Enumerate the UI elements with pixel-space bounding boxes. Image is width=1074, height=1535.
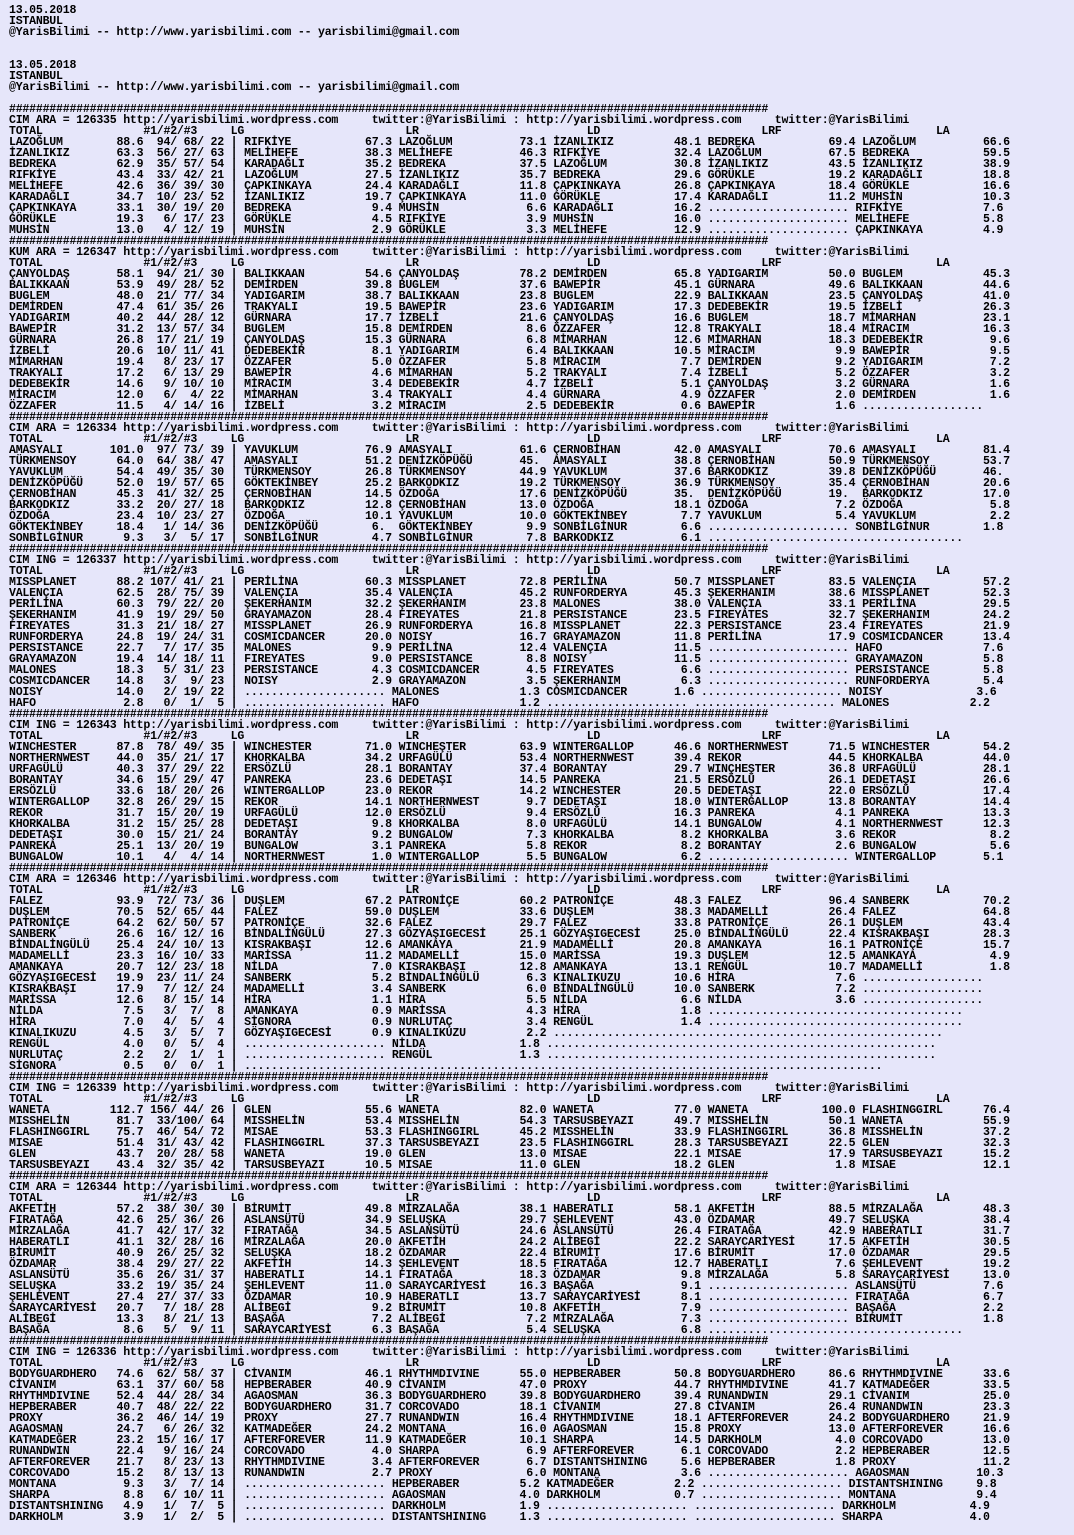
table-row: MISAE 51.4 31/ 43/ 42 | FLASHINGGIRL 37.3 TARSUSBEYAZI 23.5 FLASHINGGIRL 28.3 TARSUSBEYAZI 22.5 GLEN 32.3 <box>9 1137 1010 1150</box>
table-row: WANETA 112.7 156/ 44/ 26 | GLEN 55.6 WANETA 82.0 WANETA 77.0 WANETA 100.0 FLASHINGGIRL 76.4 <box>9 1104 1010 1117</box>
column-header: TOTAL #1/#2/#3 LG LR LD LRF LA <box>9 1093 950 1106</box>
table-row: WINTERGALLOP 32.8 26/ 29/ 15 | REKOR 14.1 NORTHERNWEST 9.7 DEDETAŞI 18.0 WINTERGALLOP 13.8 BORANTAY 14.4 <box>9 796 1010 809</box>
table-row: RIFKİYE 43.4 33/ 42/ 21 | LAZOĞLUM 27.5 İZANLIKIZ 35.7 BEDREKA 29.6 GÖRÜKLE 19.2 KARADAĞLI 18.8 <box>9 169 1010 182</box>
table-row: NOISY 14.0 2/ 19/ 22 | ..................... MALONES 1.3 COSMICDANCER 1.6 ..................... NOISY 3.6 <box>9 686 997 699</box>
table-row: TARSUSBEYAZI 43.4 32/ 35/ 42 | TARSUSBEYAZI 10.5 MISAE 11.0 GLEN 18.2 GLEN 1.8 MISAE 12.1 <box>9 1159 1010 1172</box>
table-row: SİGNORA 0.5 0/ 0/ 1 | ............................................................................................... <box>9 1060 883 1073</box>
table-row: GÖZYAŞIGECESİ 19.9 23/ 11/ 24 | SANBERK 5.2 BİNDALİNGÜLÜ 6.3 KINALIKUZU 10.6 HİRA 7.6 .................. <box>9 972 984 985</box>
table-row: TÜRKMENSOY 64.0 64/ 38/ 47 | AMASYALI 51.2 DENİZKÖPÜĞÜ 45. AMASYALI 38.8 ÇERNOBİHAN 50.9 TÜRKMENSOY 53.7 <box>9 455 1010 468</box>
table-row: AMANKAYA 20.7 12/ 23/ 18 | NİLDA 7.0 KISRAKBAŞI 12.8 AMANKAYA 13.1 RENGÜL 10.7 MADAMELLİ 1.8 <box>9 961 1010 974</box>
race-header: CIM ING = 126339 http://yarisbilimi.wordpress.com twitter:@YarisBilimi : http://yarisbilimi.wordpress.com twitter:@YarisBilimi <box>9 1082 910 1095</box>
table-row: FIREYATES 31.3 21/ 18/ 27 | MISSPLANET 26.9 RUNFORDERYA 16.8 MISSPLANET 22.3 PERSISTANCE 23.4 FIREYATES 21.9 <box>9 620 1010 633</box>
section-divider: ################################################################################################################# <box>9 862 769 875</box>
section-divider: ################################################################################################################# <box>9 543 769 556</box>
table-row: KISRAKBAŞI 17.9 7/ 12/ 24 | MADAMELLİ 3.4 SANBERK 6.0 BİNDALİNGÜLÜ 10.0 SANBERK 7.2 .................. <box>9 983 984 996</box>
table-row: COSMICDANCER 14.8 3/ 9/ 23 | NOISY 2.9 GRAYAMAZON 3.5 ŞEKERHANIM 6.3 ..................... RUNFORDERYA 5.4 <box>9 675 1004 688</box>
table-row: DENİZKÖPÜĞÜ 52.0 19/ 57/ 65 | GÖKTEKİNBEY 25.2 BARKODKIZ 19.2 TÜRKMENSOY 36.9 TÜRKMENSOY 35.4 ÇERNOBİHAN 20.6 <box>9 477 1010 490</box>
table-row: SHARPA 8.8 6/ 10/ 11 | ..................... AGAOSMAN 4.0 DARKHOLM 0.7 ..................... MONTANA 9.4 <box>9 1489 997 1502</box>
table-row: AFTERFOREVER 21.7 8/ 23/ 13 | RHYTHMDIVINE 3.4 AFTERFOREVER 6.7 DISTANTSHINING 5.6 HEPBERABER 1.8 PROXY 11.2 <box>9 1456 1010 1469</box>
column-header: TOTAL #1/#2/#3 LG LR LD LRF LA <box>9 433 950 446</box>
section-divider: ################################################################################################################# <box>9 235 769 248</box>
table-row: GÖRÜKLE 19.3 6/ 17/ 23 | GÖRÜKLE 4.5 RIFKİYE 3.9 MUHSİN 16.0 ..................... MELİHEFE 5.8 <box>9 213 1004 226</box>
table-row: NİLDA 7.5 3/ 7/ 8 | AMANKAYA 0.9 MARİSSA 4.3 HİRA 1.8 ...................................... <box>9 1005 963 1018</box>
contact-line: @YarisBilimi -- http://www.yarisbilimi.com -- yarisbilimi@gmail.com <box>9 26 460 39</box>
table-row: GRAYAMAZON 19.4 14/ 18/ 11 | FIREYATES 9.0 PERSISTANCE 8.8 NOISY 11.5 ..................... GRAYAMAZON 5.8 <box>9 653 1004 666</box>
blank-line <box>9 38 1074 49</box>
column-header: TOTAL #1/#2/#3 LG LR LD LRF LA <box>9 1192 950 1205</box>
column-header: TOTAL #1/#2/#3 LG LR LD LRF LA <box>9 1357 950 1370</box>
blank-line <box>9 49 1074 60</box>
column-header: TOTAL #1/#2/#3 LG LR LD LRF LA <box>9 565 950 578</box>
table-row: WINCHESTER 87.8 78/ 49/ 35 | WINCHESTER 71.0 WINCHEŞTER 63.9 WINTERGALLOP 46.6 NORTHERNWEST 71.5 WINCHESTER 54.2 <box>9 741 1010 754</box>
table-row: ÇERNOBİHAN 45.3 41/ 32/ 25 | ÇERNOBİHAN 14.5 ÖZDOĞA 17.6 DENİZKÖPÜĞÜ 35. DENİZKÖPÜĞÜ 19. BARKODKIZ 17.0 <box>9 488 1010 501</box>
table-row: ÖZDOĞA 23.4 10/ 23/ 27 | ÖZDOĞA 10.1 YAVUKLUM 10.0 GÖKTEKİNBEY 7.7 YAVUKLUM 5.4 YAVUKLUM 2.2 <box>9 510 1010 523</box>
table-row: SARAYCARİYESİ 20.7 7/ 18/ 28 | ALİBEGİ 9.2 BİRUMİT 10.8 AKFETİH 7.9 ..................... BAŞAĞA 2.2 <box>9 1302 1004 1315</box>
race-header: CIM ING = 126343 http://yarisbilimi.wordpress.com twitter:@YarisBilimi : http://yarisbilimi.wordpress.com twitter:@YarisBilimi <box>9 719 910 732</box>
table-row: DEMİRDEN 47.4 61/ 35/ 26 | TRAKYALI 19.5 BAWEPİR 23.6 YADIGARIM 17.3 DEDEBEKİR 19.5 İZBELİ 26.3 <box>9 301 1010 314</box>
table-row: GÖKTEKİNBEY 18.4 1/ 14/ 36 | DENİZKÖPÜĞÜ 6. GÖKTEKİNBEY 9.9 SONBİLGİNUR 6.6 ..................... SONBİLGİNUR 1.8 <box>9 521 1004 534</box>
table-row: SONBİLGİNUR 9.3 3/ 5/ 17 | SONBİLGİNUR 4.7 SONBİLGİNUR 7.8 BARKODKIZ 6.1 ...................................... <box>9 532 963 545</box>
column-header: TOTAL #1/#2/#3 LG LR LD LRF LA <box>9 730 950 743</box>
section-divider: ################################################################################################################# <box>9 1071 769 1084</box>
table-row: YAVUKLUM 54.4 49/ 35/ 30 | TÜRKMENSOY 26.8 TÜRKMENSOY 44.9 YAVUKLUM 37.6 BARKODKIZ 39.8 DENİZKÖPÜĞÜ 46. <box>9 466 1004 479</box>
table-row: KATMADEĞER 23.2 15/ 16/ 17 | AFTERFOREVER 11.9 KATMADEĞER 10.1 SHARPA 14.5 DARKHOLM 4.0 CORCOVADO 13.0 <box>9 1434 1010 1447</box>
table-row: MISSPLANET 88.2 107/ 41/ 21 | PERİLİNA 60.3 MISSPLANET 72.8 PERİLİNA 50.7 MISSPLANET 83.5 VALENÇIA 57.2 <box>9 576 1010 589</box>
table-row: BUNGALOW 10.1 4/ 4/ 14 | NORTHERNWEST 1.0 WINTERGALLOP 5.5 BUNGALOW 6.2 ..................... WINTERGALLOP 5.1 <box>9 851 1004 864</box>
table-row: RENGÜL 4.0 0/ 5/ 4 | ..................... NİLDA 1.8 .......................................................... <box>9 1038 937 1051</box>
table-row: KARADAĞLI 34.7 10/ 23/ 52 | İZANLIKIZ 19.7 ÇAPKINKAYA 11.0 GÖRÜKLE 17.4 KARADAĞLI 11.2 MUHSİN 10.3 <box>9 191 1010 204</box>
section-divider: ################################################################################################################# <box>9 708 769 721</box>
table-row: AMASYALI 101.0 97/ 73/ 39 | YAVUKLUM 76.9 AMASYALI 61.6 ÇERNOBİHAN 42.0 AMASYALI 70.6 AMASYALI 81.4 <box>9 444 1010 457</box>
table-row: ASLANSÜTÜ 35.6 26/ 31/ 37 | HABERATLI 14.1 FIRATAĞA 18.3 ÖZDAMAR 9.8 MİRZALAĞA 5.8 SARAYCARİYESİ 13.0 <box>9 1269 1010 1282</box>
table-row: DISTANTSHINING 4.9 1/ 7/ 5 | ..................... DARKHOLM 1.9 ..................... ..................... DARKHOLM 4.9 <box>9 1500 990 1513</box>
table-row: BİNDALİNGÜLÜ 25.4 24/ 10/ 13 | KISRAKBAŞI 12.6 AMANKAYA 21.9 MADAMELLİ 20.8 AMANKAYA 16.1 PATRONİÇE 15.7 <box>9 939 1010 952</box>
table-row: CORCOVADO 15.2 8/ 13/ 13 | RUNANDWIN 2.7 PROXY 6.0 MONTANA 3.6 ..................... AGAOSMAN 10.3 <box>9 1467 1004 1480</box>
text-line: ISTANBUL <box>9 70 63 83</box>
table-row: ŞEHLEVENT 27.4 27/ 37/ 33 | ÖZDAMAR 10.9 HABERATLI 13.7 SARAYCARİYESİ 8.1 ..................... FIRATAĞA 6.7 <box>9 1291 1004 1304</box>
table-row: FLASHINGGIRL 75.7 46/ 54/ 72 | MISAE 53.3 FLASHINGGIRL 45.2 MISSHELİN 33.9 FLASHINGGIRL 36.8 MISSHELİN 37.2 <box>9 1126 1010 1139</box>
table-row: BARKODKIZ 33.2 20/ 27/ 18 | BARKODKIZ 12.8 ÇERNOBİHAN 13.0 ÖZDOĞA 18.1 ÖZDOĞA 7.2 ÖZDOĞA 5.8 <box>9 499 1010 512</box>
table-row: BAŞAĞA 8.6 5/ 9/ 11 | SARAYCARİYESİ 6.3 BAŞAĞA 5.4 SELUŞKA 6.8 ...................................... <box>9 1324 963 1337</box>
table-row: SANBERK 26.6 16/ 12/ 16 | BİNDALİNGÜLÜ 27.3 GÖZYAŞIGECESİ 25.1 GÖZYAŞIGECESİ 25.0 BİNDALİNGÜLÜ 22.4 KISRAKBAŞI 28.3 <box>9 928 1010 941</box>
section-divider: ################################################################################################################# <box>9 1170 769 1183</box>
date-line: 13.05.2018 <box>9 59 77 72</box>
text-line: ISTANBUL <box>9 15 63 28</box>
table-row: DARKHOLM 3.9 1/ 2/ 5 | ..................... DISTANTSHINING 1.3 ..................... ..................... SHARPA 4.0 <box>9 1511 990 1524</box>
table-row: MALONES 18.3 5/ 31/ 23 | PERSISTANCE 4.3 COSMICDANCER 4.5 FIREYATES 6.6 ..................... PERSISTANCE 5.8 <box>9 664 1004 677</box>
table-row: BUGLEM 48.0 21/ 77/ 34 | YADIGARIM 38.7 BALIKKAAN 23.8 BUGLEM 22.9 BALIKKAAN 23.5 ÇANYOLDAŞ 41.0 <box>9 290 1010 303</box>
table-row: AGAOSMAN 24.7 6/ 26/ 32 | KATMADEĞER 24.2 MONTANA 16.0 AGAOSMAN 15.8 PROXY 13.0 AFTERFOREVER 16.6 <box>9 1423 1010 1436</box>
section-divider: ################################################################################################################# <box>9 103 769 116</box>
race-header: KUM ARA = 126347 http://yarisbilimi.wordpress.com twitter:@YarisBilimi : http://yarisbilimi.wordpress.com twitter:@YarisBilimi <box>9 246 910 259</box>
table-row: ÖZZAFER 11.5 4/ 14/ 16 | İZBELİ 3.2 MİRACIM 2.5 DEDEBEKİR 0.6 BAWEPİR 1.6 .................. <box>9 400 984 413</box>
table-row: DEDETAŞI 30.0 15/ 21/ 24 | BORANTAY 9.2 BUNGALOW 7.3 KHORKALBA 8.2 KHORKALBA 3.6 REKOR 8.2 <box>9 829 1010 842</box>
table-row: PATRONİÇE 64.2 62/ 50/ 57 | PATRONİÇE 32.6 FALEZ 29.7 FALEZ 33.8 PATRONİÇE 26.1 DUŞLEM 43.4 <box>9 917 1010 930</box>
table-row: SELUŞKA 33.2 19/ 35/ 24 | ŞEHLEVENT 11.0 SARAYCARİYESİ 16.3 BAŞAĞA 9.1 ..................... ASLANSÜTÜ 7.6 <box>9 1280 1004 1293</box>
table-row: REKOR 31.7 15/ 20/ 19 | URFAGÜLÜ 12.0 ERSÖZLÜ 9.4 ERSÖZLÜ 16.3 PANREKA 4.1 PANREKA 13.3 <box>9 807 1010 820</box>
table-row: HAFO 2.8 0/ 1/ 5 | ..................... HAFO 1.2 ..................... ..................... MALONES 2.2 <box>9 697 990 710</box>
table-row: ŞEKERHANIM 41.9 19/ 29/ 50 | GRAYAMAZON 28.4 FIREYATES 21.8 PERSISTANCE 23.5 FIREYATES 32.7 ŞEKERHANIM 24.2 <box>9 609 1010 622</box>
race-header: CIM ARA = 126335 http://yarisbilimi.wordpress.com twitter:@YarisBilimi : http://yarisbilimi.wordpress.com twitter:@YarisBilimi <box>9 114 910 127</box>
table-row: HEPBERABER 40.7 48/ 22/ 22 | BODYGUARDHERO 31.7 CORCOVADO 18.1 CİVANIM 27.8 CİVANIM 26.4 RUNANDWIN 23.3 <box>9 1401 1010 1414</box>
table-row: PERİLİNA 60.3 79/ 22/ 20 | ŞEKERHANIM 32.2 ŞEKERHANIM 23.8 MALONES 38.0 VALENÇIA 33.1 PERİLİNA 29.5 <box>9 598 1010 611</box>
table-row: MİRACIM 12.0 6/ 4/ 22 | MİMARHAN 3.4 TRAKYALI 4.4 GÜRNARA 4.9 ÖZZAFER 2.0 DEMİRDEN 1.6 <box>9 389 1010 402</box>
table-row: BORANTAY 34.6 15/ 29/ 47 | PANREKA 23.6 DEDETAŞI 14.5 PANREKA 21.5 ERSÖZLÜ 26.1 DEDETAŞI 26.6 <box>9 774 1010 787</box>
table-row: MUHSİN 13.0 4/ 12/ 19 | MUHSİN 2.9 GÖRÜKLE 3.3 MELİHEFE 12.9 ..................... ÇAPKINKAYA 4.9 <box>9 224 1004 237</box>
table-row: ÇAPKINKAYA 33.1 30/ 19/ 20 | BEDREKA 9.4 MUHSİN 6.6 KARADAĞLI 16.2 ..................... RIFKİYE 7.6 <box>9 202 1004 215</box>
table-row: MİMARHAN 19.4 8/ 23/ 17 | ÖZZAFER 5.0 ÖZZAFER 5.8 MİRACIM 7.7 DEMİRDEN 9.2 YADIGARIM 7.2 <box>9 356 1010 369</box>
section-divider: ################################################################################################################# <box>9 411 769 424</box>
race-header: CIM ING = 126337 http://yarisbilimi.wordpress.com twitter:@YarisBilimi : http://yarisbilimi.wordpress.com twitter:@YarisBilimi <box>9 554 910 567</box>
table-row: GLEN 43.7 20/ 28/ 58 | WANETA 19.0 GLEN 13.0 MISAE 22.1 MISAE 17.9 TARSUSBEYAZI 15.2 <box>9 1148 1010 1161</box>
table-row: TRAKYALI 17.2 6/ 13/ 29 | BAWEPİR 4.6 MİMARHAN 5.2 TRAKYALI 7.4 İZBELİ 5.2 ÖZZAFER 3.2 <box>9 367 1010 380</box>
column-header: TOTAL #1/#2/#3 LG LR LD LRF LA <box>9 884 950 897</box>
table-row: KHORKALBA 31.2 15/ 25/ 28 | DEDETAŞI 9.8 KHORKALBA 8.0 URFAGÜLÜ 14.1 BUNGALOW 4.1 NORTHERNWEST 12.3 <box>9 818 1010 831</box>
table-row: NORTHERNWEST 44.0 35/ 21/ 17 | KHORKALBA 34.2 URFAGÜLÜ 53.4 NORTHERNWEST 39.4 REKOR 44.5 KHORKALBA 44.0 <box>9 752 1010 765</box>
table-row: BALIKKAAN 53.9 49/ 28/ 52 | DEMİRDEN 39.8 BUGLEM 37.6 BAWEPİR 45.1 GÜRNARA 49.6 BALIKKAAN 44.6 <box>9 279 1010 292</box>
table-row: MADAMELLİ 23.3 16/ 10/ 33 | MARİSSA 11.2 MADAMELLİ 15.0 MARİSSA 19.3 DUŞLEM 12.5 AMANKAYA 4.9 <box>9 950 1010 963</box>
table-row: BAWEPİR 31.2 13/ 57/ 34 | BUGLEM 15.8 DEMİRDEN 8.6 ÖZZAFER 12.8 TRAKYALI 18.4 MİRACIM 16.3 <box>9 323 1010 336</box>
table-row: MELİHEFE 42.6 36/ 39/ 30 | ÇAPKINKAYA 24.4 KARADAĞLI 11.8 ÇAPKINKAYA 26.8 ÇAPKINKAYA 18.4 GÖRÜKLE 16.6 <box>9 180 1010 193</box>
table-row: PERSISTANCE 22.7 7/ 17/ 35 | MALONES 9.9 PERİLİNA 12.4 VALENÇIA 11.5 ..................... HAFO 7.6 <box>9 642 1004 655</box>
contact-line: @YarisBilimi -- http://www.yarisbilimi.com -- yarisbilimi@gmail.com <box>9 81 460 94</box>
table-row: ERSÖZLÜ 33.6 18/ 20/ 26 | WINTERGALLOP 23.0 REKOR 14.2 WINCHESTER 20.5 DEDETAŞI 22.0 ERSÖZLÜ 17.4 <box>9 785 1010 798</box>
table-row: DUŞLEM 70.5 52/ 65/ 44 | FALEZ 59.0 DUŞLEM 33.6 DUŞLEM 38.3 MADAMELLİ 26.4 FALEZ 64.8 <box>9 906 1010 919</box>
table-row: İZANLIKIZ 63.3 56/ 27/ 63 | MELİHEFE 38.3 MELİHEFE 46.3 RIFKİYE 32.4 LAZOĞLUM 67.5 BEDREKA 59.5 <box>9 147 1010 160</box>
table-row: ALİBEGİ 13.3 8/ 21/ 13 | BAŞAĞA 7.2 ALİBEGİ 7.2 MİRZALAĞA 7.3 ..................... BİRUMİT 1.8 <box>9 1313 1004 1326</box>
table-row: ÇANYOLDAŞ 58.1 94/ 21/ 30 | BALIKKAAN 54.6 ÇANYOLDAŞ 78.2 DEMİRDEN 65.8 YADIGARIM 50.0 BUGLEM 45.3 <box>9 268 1010 281</box>
table-row: VALENÇIA 62.5 28/ 75/ 39 | VALENÇIA 35.4 VALENÇIA 45.2 RUNFORDERYA 45.3 ŞEKERHANIM 38.6 MISSPLANET 52.3 <box>9 587 1010 600</box>
table-row: MISSHELİN 81.7 33/100/ 64 | MISSHELİN 53.4 MISSHELİN 54.3 TARSUSBEYAZI 49.7 MISSHELİN 50.1 WANETA 55.9 <box>9 1115 1010 1128</box>
table-row: LAZOĞLUM 88.6 94/ 68/ 22 | RIFKİYE 67.3 LAZOĞLUM 73.1 İZANLIKIZ 48.1 BEDREKA 69.4 LAZOĞLUM 66.6 <box>9 136 1010 149</box>
table-row: DEDEBEKİR 14.6 9/ 10/ 10 | MİRACIM 3.4 DEDEBEKİR 4.7 İZBELİ 5.1 ÇANYOLDAŞ 3.2 GÜRNARA 1.6 <box>9 378 1010 391</box>
table-row: FIRATAĞA 42.6 25/ 36/ 26 | ASLANSÜTÜ 34.9 SELUŞKA 29.7 ŞEHLEVENT 43.0 ÖZDAMAR 49.7 SELUŞKA 38.4 <box>9 1214 1010 1227</box>
table-row: KINALIKUZU 4.5 3/ 5/ 7 | GÖZYAŞIGECESİ 0.9 KINALIKUZU 2.2 .......................................................... <box>9 1027 943 1040</box>
table-row: YADIGARIM 40.2 44/ 28/ 12 | GÜRNARA 17.7 İZBELİ 21.6 ÇANYOLDAŞ 16.6 BUGLEM 18.7 MİMARHAN 23.1 <box>9 312 1010 325</box>
table-row: RUNFORDERYA 24.8 19/ 24/ 31 | COSMICDANCER 20.0 NOISY 16.7 GRAYAMAZON 11.8 PERİLİNA 17.9 COSMICDANCER 13.4 <box>9 631 1010 644</box>
table-row: PANREKA 25.1 13/ 20/ 19 | BUNGALOW 3.1 PANREKA 5.8 REKOR 8.2 BORANTAY 2.6 BUNGALOW 5.6 <box>9 840 1010 853</box>
table-row: HİRA 7.0 4/ 5/ 4 | SİGNORA 0.9 NURLUTAÇ 3.4 RENGÜL 1.4 ...................................... <box>9 1016 963 1029</box>
section-divider: ################################################################################################################# <box>9 1335 769 1348</box>
column-header: TOTAL #1/#2/#3 LG LR LD LRF LA <box>9 125 950 138</box>
race-header: CIM ARA = 126344 http://yarisbilimi.wordpress.com twitter:@YarisBilimi : http://yarisbilimi.wordpress.com twitter:@YarisBilimi <box>9 1181 910 1194</box>
table-row: MİRZALAĞA 41.7 42/ 17/ 32 | FIRATAĞA 34.5 ASLANSÜTÜ 24.6 ASLANSÜTÜ 26.4 FIRATAĞA 42.9 HABERATLI 31.7 <box>9 1225 1010 1238</box>
table-row: BEDREKA 62.9 35/ 57/ 54 | KARADAĞLI 35.2 BEDREKA 37.5 LAZOĞLUM 30.8 İZANLIKIZ 43.5 İZANLIKIZ 38.9 <box>9 158 1010 171</box>
table-row: HABERATLI 41.1 32/ 28/ 16 | MİRZALAĞA 20.0 AKFETİH 24.2 ALİBEGİ 22.2 SARAYCARİYESİ 17.5 AKFETİH 30.5 <box>9 1236 1010 1249</box>
table-row: PROXY 36.2 46/ 14/ 19 | PROXY 27.7 RUNANDWIN 16.4 RHYTHMDIVINE 18.1 AFTERFOREVER 24.2 BODYGUARDHERO 21.9 <box>9 1412 1010 1425</box>
table-row: İZBELİ 20.6 10/ 11/ 41 | DEDEBEKİR 8.1 YADIGARIM 6.4 BALIKKAAN 10.5 MİRACIM 9.9 BAWEPİR 9.5 <box>9 345 1010 358</box>
table-row: MARİSSA 12.6 8/ 15/ 14 | HİRA 1.1 HİRA 5.5 NİLDA 6.6 NİLDA 3.6 .................. <box>9 994 984 1007</box>
race-header: CIM ARA = 126334 http://yarisbilimi.wordpress.com twitter:@YarisBilimi : http://yarisbilimi.wordpress.com twitter:@YarisBilimi <box>9 422 910 435</box>
race-header: CIM ING = 126336 http://yarisbilimi.wordpress.com twitter:@YarisBilimi : http://yarisbilimi.wordpress.com twitter:@YarisBilimi <box>9 1346 910 1359</box>
table-row: BODYGUARDHERO 74.6 62/ 58/ 37 | CİVANIM 46.1 RHYTHMDIVINE 55.0 HEPBERABER 50.8 BODYGUARDHERO 86.6 RHYTHMDIVINE 33.6 <box>9 1368 1010 1381</box>
date-line: 13.05.2018 <box>9 4 77 17</box>
table-row: ÖZDAMAR 38.4 29/ 27/ 22 | AKFETİH 14.3 ŞEHLEVENT 18.5 FIRATAĞA 12.7 HABERATLI 7.6 ŞEHLEVENT 19.2 <box>9 1258 1010 1271</box>
race-header: CIM ARA = 126346 http://yarisbilimi.wordpress.com twitter:@YarisBilimi : http://yarisbilimi.wordpress.com twitter:@YarisBilimi <box>9 873 910 886</box>
table-row: URFAGÜLÜ 40.3 37/ 29/ 22 | ERSÖZLÜ 28.1 BORANTAY 37.4 BORANTAY 29.7 WINÇHEŞTER 36.8 URFAGÜLÜ 28.1 <box>9 763 1010 776</box>
table-row: GÜRNARA 26.8 17/ 21/ 19 | ÇANYOLDAŞ 15.3 GÜRNARA 6.8 MİMARHAN 12.6 MİMARHAN 18.3 DEDEBEKİR 9.6 <box>9 334 1010 347</box>
table-row: AKFETİH 57.2 38/ 30/ 30 | BİRUMİT 49.8 MİRZALAĞA 38.1 HABERATLI 58.1 AKFETİH 88.5 MİRZALAĞA 48.3 <box>9 1203 1010 1216</box>
table-row: FALEZ 93.9 72/ 73/ 36 | DUŞLEM 67.2 PATRONİÇE 60.2 PATRONİÇE 48.3 FALEZ 96.4 SANBERK 70.2 <box>9 895 1010 908</box>
table-row: RUNANDWIN 22.4 9/ 16/ 24 | CORCOVADO 4.0 SHARPA 6.9 AFTERFOREVER 6.1 CORCOVADO 2.2 HEPBERABER 12.5 <box>9 1445 1010 1458</box>
table-row: BİRUMİT 40.9 26/ 25/ 32 | SELUŞKA 18.2 ÖZDAMAR 22.4 BİRUMİT 17.6 BİRUMİT 17.0 ÖZDAMAR 29.5 <box>9 1247 1010 1260</box>
column-header: TOTAL #1/#2/#3 LG LR LD LRF LA <box>9 257 950 270</box>
table-row: CİVANIM 63.1 37/ 60/ 58 | HEPBERABER 40.9 CİVANIM 47.0 PROXY 44.7 RHYTHMDIVINE 41.7 KATMADEĞER 33.5 <box>9 1379 1010 1392</box>
table-row: NURLUTAÇ 2.2 2/ 1/ 1 | ..................... RENGÜL 1.3 .......................................................... <box>9 1049 937 1062</box>
table-row: MONTANA 9.3 3/ 7/ 14 | ..................... HEPBERABER 5.2 KATMADEĞER 2.2 ..................... DISTANTSHINING 9.8 <box>9 1478 997 1491</box>
table-row: RHYTHMDIVINE 52.4 44/ 28/ 34 | AGAOSMAN 36.3 BODYGUARDHERO 39.8 BODYGUARDHERO 39.4 RUNANDWIN 29.1 CİVANIM 25.0 <box>9 1390 1010 1403</box>
